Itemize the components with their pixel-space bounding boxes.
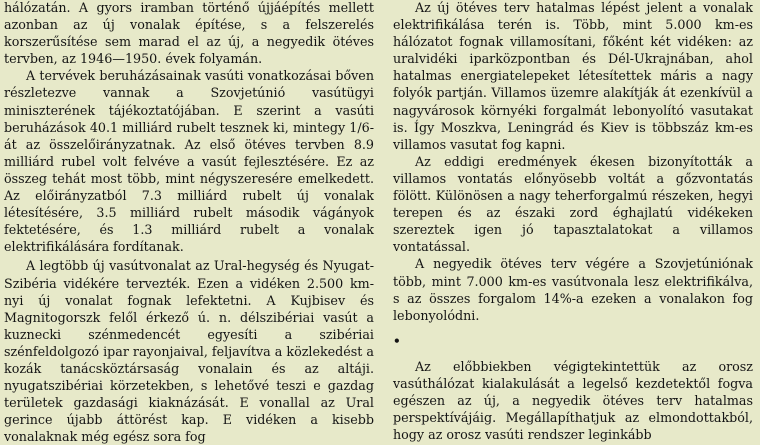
paragraph: hálózatán. A gyors iramban történő újjáépítés mellett azonban az új vonalak építése, s a felszerelés korszerűsítése sem marad el az új, a negyedik ötéves tervben, az 1946—1950. évek folyamán. (4, 0, 374, 67)
left-column (4, 0, 374, 445)
paragraph: A tervévek beruházásainak vasúti vonatkozásai bőven részletezve vannak a Szovjetúnió vasútügyi miniszterének tájékoztatójában. E szerint a vasúti beruházások 40.1 milliárd rubelt tesznek ki, mintegy 1/6-át az összelőirányzatnak. Az első ötéves tervben 8.9 milliárd rubel volt felvéve a vasút fejlesztésére. Ez az összeg tehát most több, mint négyszeresére emelkedett. Az előirányzatból 7.3 milliárd rubelt új vonalak létesítésére, 3.5 milliárd rubelt második vágányok fektetésére, és 1.3 milliárd rubelt a vonalak elektrifikálására fordítanak. (4, 68, 374, 255)
section-separator: • (393, 333, 401, 348)
paragraph: Az eddigi eredmények ékesen bizonyították a villamos vontatás előnyösebb voltát a gőzvontatás fölött. Különösen a nagy teherforgalmú részeken, hegyi terepen és az északi zord éghajlatú vidékeken szereztek igen jó tapasztalatokat a villamos vontatással. (393, 153, 753, 255)
paragraph: Az előbbiekben végigtekintettük az orosz vasúthálózat kialakulását a legelső kezdetektől fogva egészen az új, a negyedik ötéves terv hatalmas perspektívájáig. Megállapíthatjuk az elmondottakból, hogy az orosz vasúti rendszer leginkább (393, 358, 753, 443)
paragraph: A legtöbb új vasútvonalat az Ural-hegység és Nyugat-Szibéria vidékére tervezték. Ezen a vidéken 2.500 km-nyi új vonalat fognak lefektetni. A Kujbisev és Magnitogorszk felől érkező ú. n. délszibériai vasút a kuznecki szénmedencét egyesíti a szibériai szénfeldolgozó ipar rayonjaival, feljavítva a közlekedést a kozák tanácsköztársaság vonalain és az altáji. nyugatszibériai körzetekben, s lehetővé teszi e gazdag területek gazdasági kiaknázását. E vonallal az Ural gerince újabb áttörést kap. E vidéken a kisebb vonalaknak még egész sora fog (4, 258, 374, 445)
paragraph: A negyedik ötéves terv végére a Szovjetúniónak több, mint 7.000 km-es vasútvonala lesz elektrifikálva, s az összes forgalom 14%-a ezeken a vonalakon fog lebonyolódni. (393, 256, 753, 323)
right-column (393, 0, 753, 443)
paragraph: Az új ötéves terv hatalmas lépést jelent a vonalak elektrifikálása terén is. Több, mint 5.000 km-es hálózatot fognak villamosítani, főként két vidéken: az uralvidéki iparközpontban és Dél-Ukrajnában, ahol hatalmas energiatelepeket létesítettek máris a nagy folyók partján. Villamos üzemre alakítják át ezenkívül a nagyvárosok környéki forgalmát lebonyolító vasutakat is. Így Moszkva, Leningrád és Kiev is többszáz km-es villamos vasutat fog kapni. (393, 0, 753, 152)
